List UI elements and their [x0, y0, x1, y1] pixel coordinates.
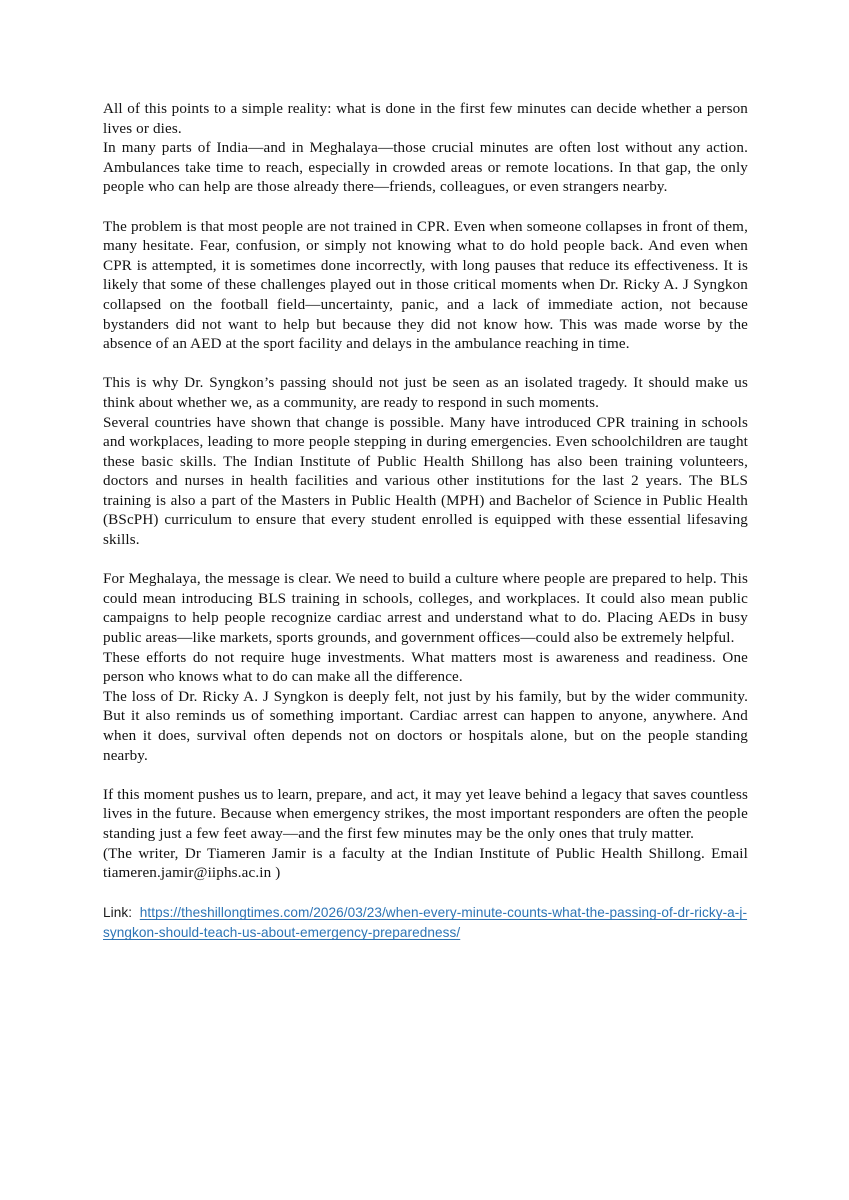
- paragraph-spacer: [103, 198, 748, 218]
- paragraph-5: If this moment pushes us to learn, prepare, and act, it may yet leave behind a legacy that saves countless lives in the future. Because when emergency strikes, the most important responders are often the people standing just a few feet away—and the first few minutes may be the only ones that truly matter. (The writer, Dr Tiameren Jamir is a faculty at the Indian Institute of Public Health Shillong. Email tiameren.jamir@iiphs.ac.in ): [103, 786, 748, 882]
- paragraph-spacer: [103, 884, 748, 904]
- paragraph-spacer: [103, 766, 748, 786]
- paragraph-2: The problem is that most people are not trained in CPR. Even when someone collapses in front of them, many hesitate. Fear, confusion, or simply not knowing what to do hold people back. And even when CPR is attempted, it is sometimes done incorrectly, with long pauses that reduce its effectiveness. It is likely that some of these challenges played out in those critical moments when Dr. Ricky A. J Syngkon collapsed on the football field—uncertainty, panic, and a lack of immediate action, not because bystanders did not want to help but because they did not know how. This was made worse by the absence of an AED at the sport facility and delays in the ambulance reaching in time.: [103, 218, 748, 353]
- link-label: Link:: [103, 905, 133, 921]
- paragraph-4: For Meghalaya, the message is clear. We need to build a culture where people are prepared to help. This could mean introducing BLS training in schools, colleges, and workplaces. It could also mean public campaigns to help people recognize cardiac arrest and understand what to do. Placing AEDs in busy public areas—like markets, sports grounds, and government offices—could also be extremely helpful. These efforts do not require huge investments. What matters most is awareness and readiness. One person who knows what to do can make all the difference. The loss of Dr. Ricky A. J Syngkon is deeply felt, not just by his family, but by the wider community. But it also reminds us of something important. Cardiac arrest can happen to anyone, anywhere. And when it does, survival often depends not on doctors or hospitals alone, but on the people standing nearby.: [103, 571, 748, 764]
- source-article-link[interactable]: https://theshillongtimes.com/2026/03/23/when-every-minute-counts-what-the-passing-of-dr-ricky-a-j-syngkon-should-teach-us-about-emergency-preparedness/: [103, 905, 748, 941]
- paragraph-spacer: [103, 355, 748, 375]
- paragraph-1: All of this points to a simple reality: what is done in the first few minutes can decide whether a person lives or dies. In many parts of India—and in Meghalaya—those crucial minutes are often lost without any action. Ambulances take time to reach, especially in crowded areas or remote locations. In that gap, the only people who can help are those already there—friends, colleagues, or even strangers nearby.: [103, 101, 748, 196]
- document-body: [103, 100, 748, 943]
- paragraph-spacer: [103, 551, 748, 571]
- source-link-line: [103, 903, 748, 943]
- paragraph-3: This is why Dr. Syngkon’s passing should not just be seen as an isolated tragedy. It should make us think about whether we, as a community, are ready to respond in such moments. Several countries have shown that change is possible. Many have introduced CPR training in schools and workplaces, leading to more people stepping in during emergencies. Even schoolchildren are taught these basic skills. The Indian Institute of Public Health Shillong has also been training volunteers, doctors and nurses in health facilities and various other institutions for the last 2 years. The BLS training is also a part of the Masters in Public Health (MPH) and Bachelor of Science in Public Health (BScPH) curriculum to ensure that every student enrolled is equipped with these essential lifesaving skills.: [103, 375, 748, 549]
